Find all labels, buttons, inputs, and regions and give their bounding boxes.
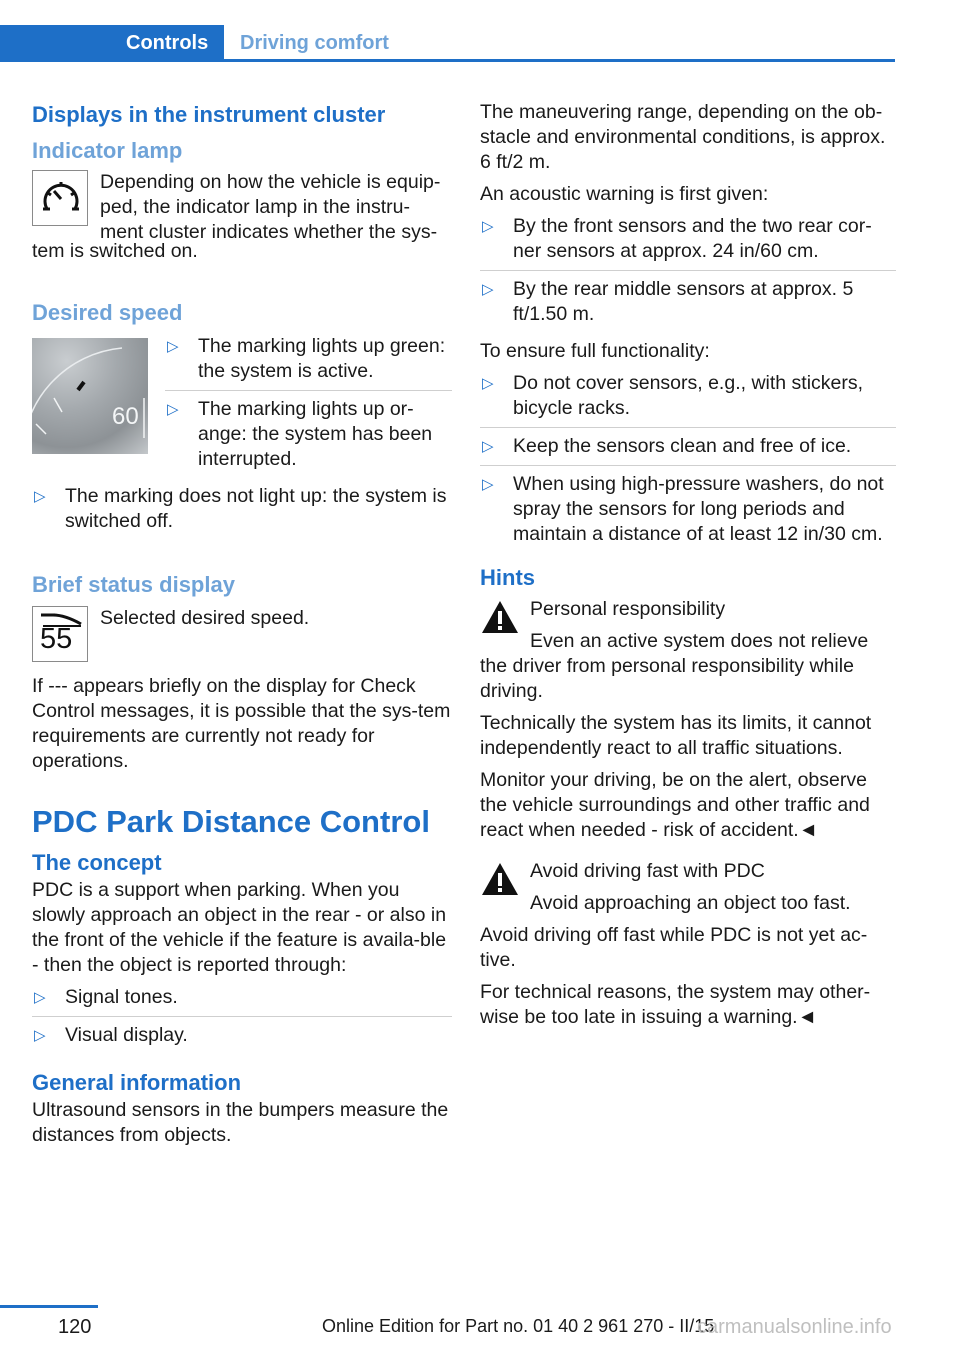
list-item: ▷ The marking lights up or-ange: the system has been interrupted. [167, 398, 433, 470]
left-column [32, 100, 452, 1155]
ensure-paragraph: To ensure full functionality: [480, 340, 710, 362]
range-paragraph: The maneuvering range, depending on the ob-stacle and environmental conditions, is approx. 6 ft/2 m. [480, 101, 886, 173]
warning-block-1 [480, 597, 896, 704]
speedometer-photo [32, 338, 148, 454]
heading-brief-status: Brief status display [32, 572, 235, 597]
general-paragraph: Ultrasound sensors in the bumpers measure the distances from objects. [32, 1099, 449, 1146]
indicator-text: Depending on how the vehicle is equip- ped, the indicator lamp in the instru- ment cluster indicates whether the sys- [100, 171, 441, 243]
warning-title-2: Avoid driving fast with PDC [530, 860, 765, 882]
tab-controls: Controls [0, 25, 224, 62]
desired-speed-list-2 [32, 484, 452, 540]
heading-hints: Hints [480, 565, 535, 590]
list-item: ▷ Signal tones. [32, 985, 452, 1017]
warning-text-1: Even an active system does not relieve the driver from personal responsibility while driving. [480, 630, 869, 702]
list-item: ▷ By the front sensors and the two rear cor-ner sensors at approx. 24 in/60 cm. [480, 214, 896, 271]
heading-pdc: PDC Park Distance Control [32, 804, 430, 839]
desired-speed-block [32, 334, 452, 540]
acoustic-paragraph: An acoustic warning is first given: [480, 183, 769, 205]
brief-status-block [32, 602, 452, 666]
list-item: ▷ Do not cover sensors, e.g., with stickers, bicycle racks. [480, 371, 896, 428]
page-number: 120 [58, 1316, 92, 1338]
speedometer-number: 60 [112, 403, 139, 430]
heading-desired-speed: Desired speed [32, 300, 183, 325]
heading-concept: The concept [32, 850, 162, 875]
list-item: ▷ The marking lights up green: the system is active. [165, 334, 452, 391]
tab-driving-comfort: Driving comfort [240, 32, 389, 54]
list-item: ▷ Keep the sensors clean and free of ice. [480, 434, 896, 466]
right-column [480, 100, 896, 1037]
edition-text: Online Edition for Part no. 01 40 2 961 270 - II/15 [322, 1316, 715, 1336]
warning-1-paragraph-2: Technically the system has its limits, it cannot independently react to all traffic situations. [480, 712, 872, 759]
list-item: ▷ Visual display. [34, 1024, 188, 1046]
speed-display-icon [32, 606, 88, 662]
list-item: ▷ By the rear middle sensors at approx. 5 ft/1.50 m. [482, 278, 854, 325]
desired-speed-list [165, 334, 452, 484]
warning-2-paragraph-3: For technical reasons, the system may other-wise be too late in issuing a warning.◄ [480, 981, 871, 1028]
brief-status-text: Selected desired speed. [100, 607, 310, 629]
warning-1-paragraph-3: Monitor your driving, be on the alert, observe the vehicle surroundings and other traffic and react when needed - risk of accident.◄ [480, 769, 870, 841]
check-control-paragraph: If --- appears briefly on the display for Check Control messages, it is possible that the sys-tem requirements are currently not ready for operations. [32, 675, 451, 772]
indicator-block: Depending on how the vehicle is equip- ped, the indicator lamp in the instru- ment cluster indicates whether the sys- tem is switched on. [32, 166, 452, 264]
warning-icon [480, 599, 520, 635]
heading-indicator-lamp: Indicator lamp [32, 138, 183, 163]
list-item: ▷ The marking does not light up: the system is switched off. [34, 485, 447, 532]
cruise-control-icon [32, 170, 88, 226]
list-item: ▷ When using high-pressure washers, do not spray the sensors for long periods and maintain a distance of at least 12 in/30 cm. [482, 473, 884, 545]
warning-icon [480, 861, 520, 897]
heading-general-information: General information [32, 1070, 242, 1095]
warning-2-paragraph-2: Avoid driving off fast while PDC is not yet ac-tive. [480, 924, 868, 971]
acoustic-list [480, 214, 896, 333]
footer-rule [0, 1305, 98, 1308]
page-header [0, 25, 895, 62]
heading-displays: Displays in the instrument cluster [32, 102, 386, 127]
warning-block-2 [480, 859, 896, 916]
watermark: carmanualsonline.info [697, 1316, 892, 1338]
ensure-list [480, 371, 896, 553]
warning-text-2: Avoid approaching an object too fast. [530, 892, 851, 914]
speed-display-number: 55 [40, 623, 73, 655]
warning-title-1: Personal responsibility [530, 598, 726, 620]
concept-paragraph: PDC is a support when parking. When you slowly approach an object in the rear - or also in the front of the vehicle if the feature is availa-ble - then the object is reported through: [32, 879, 447, 976]
concept-list [32, 985, 452, 1054]
